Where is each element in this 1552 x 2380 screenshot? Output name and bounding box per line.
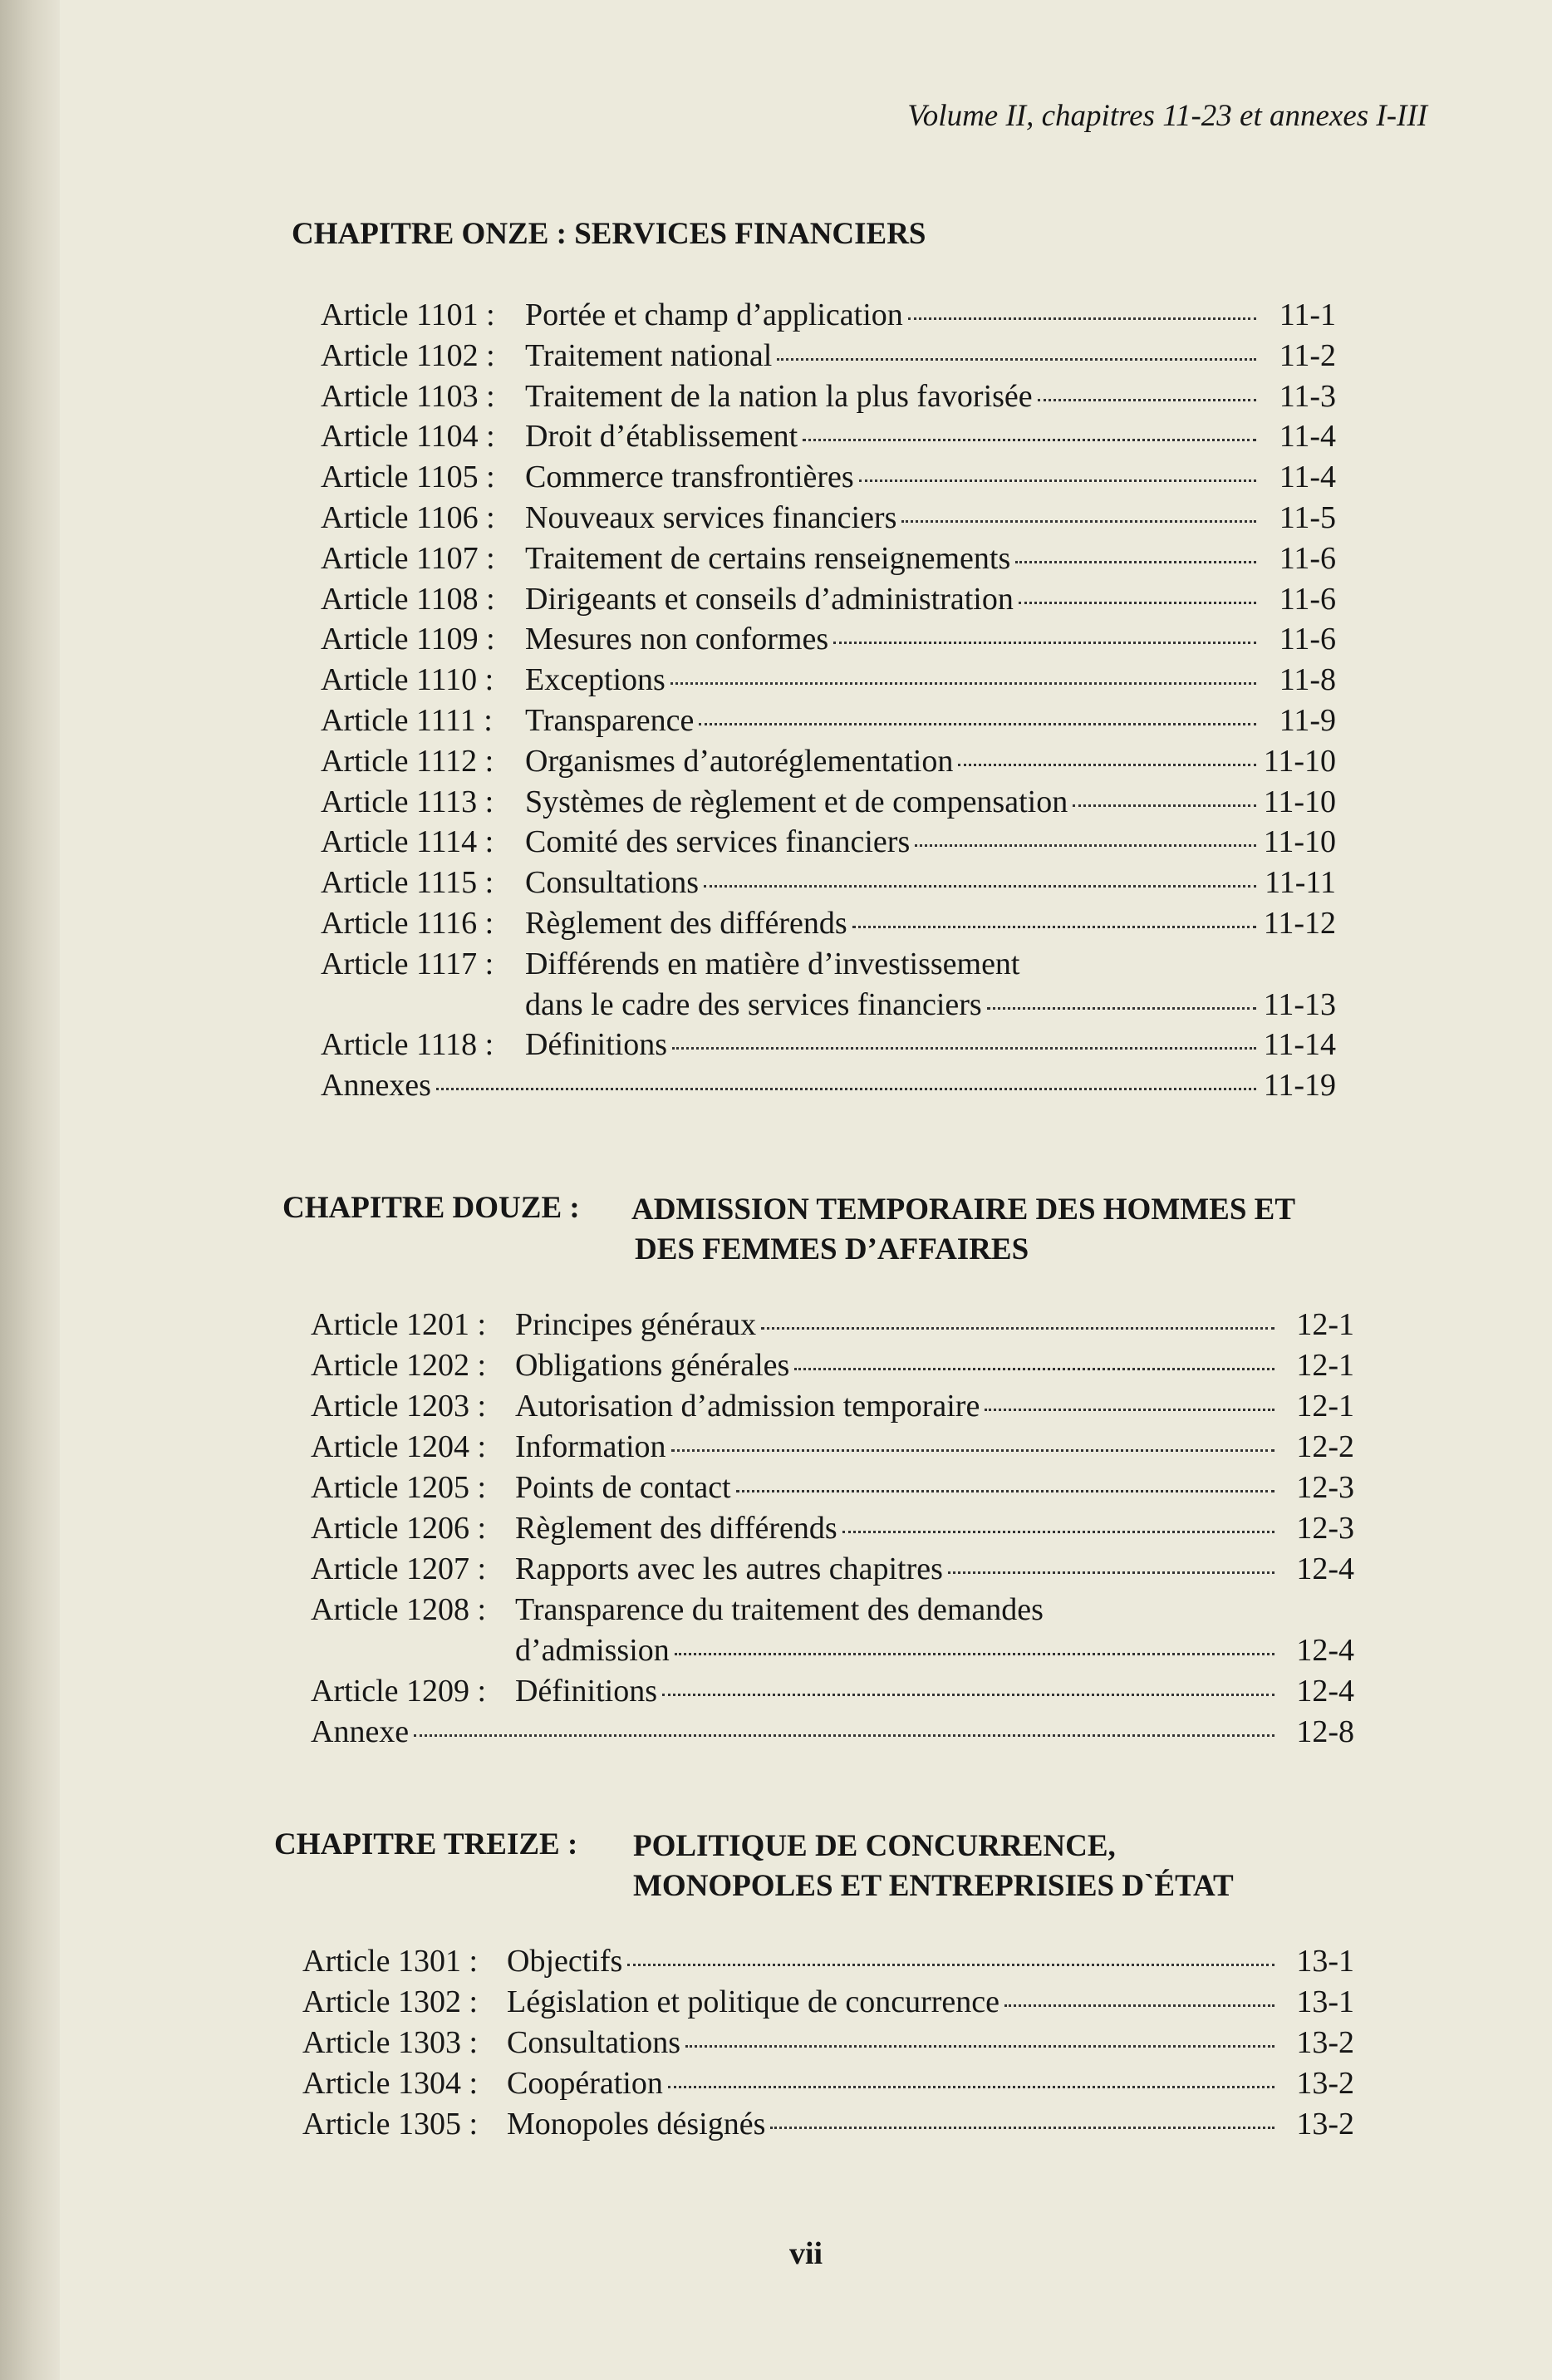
- article-title: Nouveaux services financiers: [525, 499, 897, 535]
- article-title: Portée et champ d’application: [525, 298, 903, 332]
- dot-leader: [1019, 602, 1256, 604]
- chapter-13-label: CHAPITRE TREIZE :: [274, 1827, 578, 1861]
- dot-leader: [803, 439, 1256, 441]
- article-number: Article 1202 :: [311, 1348, 487, 1383]
- toc-entry: [60, 579, 1552, 620]
- article-title-line: [525, 619, 1336, 659]
- page-folio: vii: [788, 2236, 823, 2271]
- toc-entry: [60, 903, 1552, 944]
- article-title: Comité des services financiers: [525, 824, 911, 860]
- article-title: Obligations générales: [515, 1348, 790, 1383]
- toc-entry: [60, 1508, 1552, 1549]
- chapter-13-title: [633, 1827, 1381, 1906]
- article-title: Traitement national: [525, 337, 773, 373]
- dot-leader: [670, 682, 1256, 685]
- article-number: Article 1103 :: [321, 378, 495, 414]
- article-title: Exceptions: [525, 662, 665, 698]
- page-reference: 11-19: [1263, 1068, 1336, 1104]
- toc-entry: [60, 1671, 1552, 1712]
- article-title: Systèmes de règlement et de compensation: [525, 784, 1068, 819]
- article-number: Article 1115 :: [321, 865, 494, 901]
- toc-entry: [60, 1305, 1552, 1345]
- article-title: Principes généraux: [515, 1307, 757, 1342]
- dot-leader: [948, 1571, 1275, 1574]
- article-title: Règlement des différends: [525, 905, 847, 941]
- article-title-line: [525, 782, 1336, 822]
- article-title: d’admission: [515, 1633, 670, 1668]
- toc-entry: [60, 1941, 1552, 1982]
- article-title: Autorisation d’admission temporaire: [515, 1389, 980, 1424]
- article-title-line: [525, 660, 1336, 700]
- article-title-line: [525, 863, 1336, 902]
- dot-leader: [627, 1964, 1275, 1966]
- toc-entry: [60, 457, 1552, 498]
- page-reference: 13-2: [1296, 2107, 1354, 2142]
- article-title: Traitement de certains renseignements: [525, 540, 1011, 576]
- article-title: Règlement des différends: [515, 1511, 837, 1546]
- article-number: Article 1112 :: [321, 743, 494, 779]
- article-title: Consultations: [507, 2025, 681, 2060]
- article-title: Législation et politique de concurrence: [507, 1984, 999, 2019]
- chapter-12-title: [631, 1190, 1429, 1270]
- page-reference: 12-1: [1296, 1307, 1354, 1342]
- article-number: Article 1207 :: [311, 1551, 487, 1586]
- toc-entry: [60, 782, 1552, 823]
- article-number: Article 1204 :: [311, 1429, 487, 1464]
- page-reference: 13-2: [1296, 2066, 1354, 2101]
- toc-entry: [60, 295, 1552, 336]
- article-title-line: [515, 1386, 1354, 1426]
- article-title-line: [525, 538, 1336, 578]
- article-number: Article 1102 :: [321, 337, 495, 373]
- page-reference: 13-1: [1296, 1944, 1354, 1979]
- dot-leader: [662, 1694, 1275, 1696]
- page-reference: 11-6: [1279, 622, 1336, 657]
- article-title-line: [525, 944, 1336, 984]
- dot-leader: [761, 1327, 1275, 1330]
- page-reference: 12-1: [1296, 1348, 1354, 1383]
- chapter-12-label: CHAPITRE DOUZE :: [282, 1191, 580, 1225]
- article-title-line: [515, 1305, 1354, 1345]
- annex-title-line: [321, 1065, 1336, 1105]
- article-title-line: [525, 903, 1336, 943]
- page-reference: 11-10: [1263, 824, 1336, 860]
- toc-entry: [60, 1549, 1552, 1590]
- dot-leader: [852, 926, 1256, 928]
- page-reference: 13-2: [1296, 2025, 1354, 2060]
- article-number: Article 1201 :: [311, 1307, 487, 1342]
- toc-continuation-line: [60, 985, 1552, 1025]
- toc-entry: [60, 336, 1552, 376]
- running-header: Volume II, chapitres 11-23 et annexes I-III: [907, 99, 1427, 133]
- page-reference: 11-11: [1265, 865, 1336, 901]
- article-title-line: [515, 1427, 1354, 1467]
- page-reference: 12-3: [1296, 1511, 1354, 1546]
- annex-title: Annexes: [321, 1068, 431, 1104]
- article-title-line: [515, 1345, 1354, 1385]
- article-title: Organismes d’autoréglementation: [525, 743, 954, 779]
- article-title: Définitions: [525, 1027, 667, 1063]
- toc-entry: [60, 1386, 1552, 1427]
- dot-leader: [987, 1007, 1256, 1010]
- toc-entry: [60, 498, 1552, 538]
- article-title-line: [507, 2104, 1354, 2144]
- page-reference: 11-6: [1279, 581, 1336, 617]
- toc-continuation-line: [60, 1630, 1552, 1671]
- page-reference: 11-6: [1279, 540, 1336, 576]
- article-number: Article 1107 :: [321, 540, 495, 576]
- toc-entry: [60, 863, 1552, 903]
- article-title: Monopoles désignés: [507, 2107, 766, 2142]
- dot-leader: [1015, 561, 1256, 563]
- article-number: Article 1104 :: [321, 419, 495, 455]
- article-title-line: [525, 498, 1336, 538]
- article-title: Consultations: [525, 865, 700, 901]
- article-title: Mesures non conformes: [525, 622, 829, 657]
- toc-entry: [60, 538, 1552, 579]
- article-number: Article 1208 :: [311, 1592, 487, 1627]
- article-title: Transparence du traitement des demandes: [515, 1592, 1044, 1627]
- dot-leader: [794, 1368, 1275, 1370]
- toc-entry: [60, 944, 1552, 985]
- article-title-line: [507, 2023, 1354, 2063]
- page-reference: 12-3: [1296, 1470, 1354, 1505]
- dot-leader: [958, 764, 1256, 766]
- article-title-line: [507, 2063, 1354, 2103]
- article-title: Points de contact: [515, 1470, 731, 1505]
- page-reference: 12-4: [1296, 1633, 1354, 1668]
- page-reference: 11-10: [1263, 743, 1336, 779]
- toc-entry: [60, 701, 1552, 741]
- article-number: Article 1302 :: [302, 1984, 479, 2019]
- dot-leader: [985, 1409, 1275, 1411]
- toc-annex-entry: [60, 1712, 1552, 1753]
- dot-leader: [704, 885, 1256, 888]
- article-number: Article 1117 :: [321, 946, 494, 981]
- dot-leader: [915, 844, 1256, 847]
- chapter-13-title-line1: POLITIQUE DE CONCURRENCE,: [633, 1829, 1116, 1863]
- chapter-12-toc: [60, 1305, 1552, 1753]
- toc-entry: [60, 1982, 1552, 2023]
- page-reference: 12-8: [1296, 1714, 1354, 1749]
- article-number: Article 1301 :: [302, 1944, 479, 1979]
- article-number: Article 1111 :: [321, 702, 493, 738]
- toc-entry: [60, 2104, 1552, 2145]
- annex-title-line: [311, 1712, 1354, 1752]
- article-number: Article 1206 :: [311, 1511, 487, 1546]
- article-number: Article 1106 :: [321, 499, 495, 535]
- page-reference: 11-4: [1279, 419, 1336, 455]
- dot-leader: [908, 317, 1256, 320]
- chapter-12-title-line2: DES FEMMES D’AFFAIRES: [635, 1232, 1029, 1266]
- chapter-13-toc: [60, 1941, 1552, 2145]
- toc-entry: [60, 619, 1552, 660]
- dot-leader: [901, 520, 1256, 523]
- article-title-line: [507, 1941, 1354, 1981]
- article-title-line: [525, 295, 1336, 335]
- article-title: Traitement de la nation la plus favorisée: [525, 378, 1033, 414]
- article-number: Article 1113 :: [321, 784, 494, 819]
- toc-entry: [60, 1590, 1552, 1630]
- article-title: Objectifs: [507, 1944, 623, 1979]
- page-reference: 11-12: [1263, 905, 1336, 941]
- article-number: Article 1304 :: [302, 2066, 479, 2101]
- article-title: dans le cadre des services financiers: [525, 986, 982, 1022]
- page-reference: 12-2: [1296, 1429, 1354, 1464]
- dot-leader: [842, 1531, 1275, 1533]
- article-title: Rapports avec les autres chapitres: [515, 1551, 943, 1586]
- article-title-line: [525, 579, 1336, 619]
- dot-leader: [671, 1449, 1275, 1452]
- page-reference: 11-13: [1263, 986, 1336, 1022]
- page-reference: 11-8: [1279, 662, 1336, 698]
- article-number: Article 1116 :: [321, 905, 494, 941]
- article-number: Article 1203 :: [311, 1389, 487, 1424]
- page-reference: 11-4: [1279, 460, 1336, 495]
- toc-entry: [60, 1345, 1552, 1386]
- article-title: Commerce transfrontières: [525, 460, 854, 495]
- dot-leader: [859, 479, 1256, 482]
- article-number: Article 1114 :: [321, 824, 494, 860]
- article-number: Article 1105 :: [321, 460, 495, 495]
- page-reference: 12-4: [1296, 1674, 1354, 1709]
- page-reference: 11-5: [1279, 499, 1336, 535]
- toc-entry: [60, 660, 1552, 701]
- article-title: Dirigeants et conseils d’administration: [525, 581, 1014, 617]
- dot-leader: [668, 2086, 1275, 2088]
- article-title-line: [515, 1590, 1354, 1630]
- chapter-12-title-line1: ADMISSION TEMPORAIRE DES HOMMES ET: [631, 1192, 1296, 1227]
- toc-entry: [60, 2063, 1552, 2104]
- toc-entry: [60, 416, 1552, 457]
- chapter-11-toc: [60, 295, 1552, 1106]
- toc-entry: [60, 822, 1552, 863]
- annex-title: Annexe: [311, 1714, 410, 1749]
- article-title-line: [515, 1630, 1354, 1670]
- dot-leader: [699, 723, 1256, 725]
- article-title: Différends en matière d’investissement: [525, 946, 1020, 981]
- article-number: Article 1303 :: [302, 2025, 479, 2060]
- page-reference: 11-10: [1263, 784, 1336, 819]
- article-title: Droit d’établissement: [525, 419, 798, 455]
- dot-leader: [736, 1490, 1275, 1492]
- article-number: Article 1101 :: [321, 298, 495, 332]
- article-title-line: [525, 701, 1336, 740]
- dot-leader: [1073, 804, 1256, 807]
- dot-leader: [414, 1734, 1275, 1737]
- dot-leader: [833, 642, 1256, 644]
- article-number: Article 1118 :: [321, 1027, 494, 1063]
- article-title-line: [525, 376, 1336, 416]
- dot-leader: [675, 1653, 1275, 1655]
- toc-entry: [60, 1468, 1552, 1508]
- article-title-line: [515, 1671, 1354, 1711]
- dot-leader: [672, 1047, 1256, 1050]
- article-title-line: [525, 985, 1336, 1025]
- article-title: Définitions: [515, 1674, 657, 1709]
- article-number: Article 1109 :: [321, 622, 495, 657]
- article-title: Information: [515, 1429, 666, 1464]
- article-title: Transparence: [525, 702, 695, 738]
- dot-leader: [685, 2045, 1275, 2048]
- toc-entry: [60, 1427, 1552, 1468]
- page-reference: 11-2: [1279, 337, 1336, 373]
- article-number: Article 1108 :: [321, 581, 495, 617]
- page-reference: 11-3: [1279, 378, 1336, 414]
- page-reference: 12-1: [1296, 1389, 1354, 1424]
- page-reference: 11-1: [1279, 298, 1336, 332]
- toc-entry: [60, 376, 1552, 417]
- dot-leader: [1004, 2004, 1275, 2007]
- article-title-line: [525, 336, 1336, 376]
- article-title-line: [515, 1508, 1354, 1548]
- article-title-line: [525, 822, 1336, 862]
- article-number: Article 1209 :: [311, 1674, 487, 1709]
- chapter-11-title: CHAPITRE ONZE : SERVICES FINANCIERS: [292, 217, 926, 251]
- article-title-line: [525, 416, 1336, 456]
- dot-leader: [777, 358, 1256, 361]
- page-reference: 13-1: [1296, 1984, 1354, 2019]
- toc-entry: [60, 2023, 1552, 2063]
- article-title-line: [525, 1025, 1336, 1065]
- toc-entry: [60, 1025, 1552, 1065]
- article-number: Article 1110 :: [321, 662, 494, 698]
- article-title: Coopération: [507, 2066, 663, 2101]
- chapter-13-title-line2: MONOPOLES ET ENTREPRISIES D`ÉTAT: [633, 1869, 1234, 1903]
- article-title-line: [515, 1549, 1354, 1589]
- book-gutter: [0, 0, 60, 2380]
- dot-leader: [770, 2127, 1275, 2129]
- article-number: Article 1205 :: [311, 1470, 487, 1505]
- article-title-line: [515, 1468, 1354, 1507]
- page-reference: 11-14: [1263, 1027, 1336, 1063]
- dot-leader: [436, 1088, 1256, 1090]
- article-title-line: [507, 1982, 1354, 2022]
- page-reference: 11-9: [1279, 702, 1336, 738]
- toc-entry: [60, 741, 1552, 782]
- article-title-line: [525, 741, 1336, 781]
- page-reference: 12-4: [1296, 1551, 1354, 1586]
- document-page: [60, 0, 1552, 2380]
- toc-annex-entry: [60, 1065, 1552, 1106]
- article-number: Article 1305 :: [302, 2107, 479, 2142]
- dot-leader: [1038, 399, 1256, 401]
- article-title-line: [525, 457, 1336, 497]
